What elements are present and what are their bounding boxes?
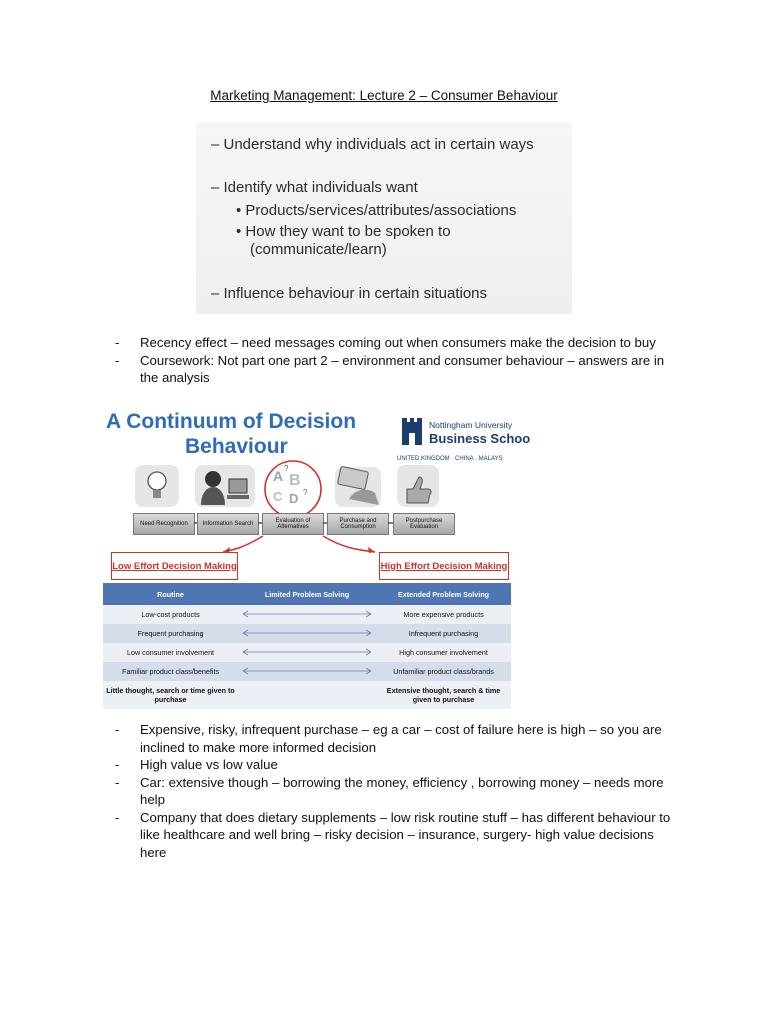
list-item: - Expensive, risky, infrequent purchase – eg a car – cost of failure here is high – so you are inclined to make more informed decision	[115, 722, 662, 755]
slide-line-4: • How they want to be spoken to	[236, 223, 451, 240]
step-need-recognition: Need Recognition	[133, 513, 195, 535]
double-arrow-icon	[239, 647, 375, 657]
slide-line-6: – Influence behaviour in certain situations	[211, 285, 488, 302]
diagram-title-line-2: Behaviour	[185, 435, 288, 458]
table-row: Low-cost products More expensive products	[103, 605, 511, 624]
table-header: Extended Problem Solving	[376, 583, 511, 605]
slide-line-5: (communicate/learn)	[250, 241, 387, 258]
notes-list-top	[112, 334, 682, 387]
double-arrow-icon	[239, 628, 375, 638]
lecture-slide-image	[196, 122, 572, 314]
step-purchase: Purchase and Consumption	[327, 513, 389, 535]
table-row: Low consumer involvement High consumer involvement	[103, 643, 511, 662]
person-at-computer-icon	[195, 465, 255, 507]
svg-text:?: ?	[303, 488, 308, 497]
step-evaluation: Evaluation of Alternatives	[262, 513, 324, 535]
step-information-search: Information Search	[197, 513, 259, 535]
decision-continuum-diagram: A Continuum of Decision Behaviour Nottingham University Business Schoo UNITED KINGDOM · CHINA · MALAYS A B C D ? ? Need Recognition Information Search Evaluation of Alternatives Purchase and Consumption Postpurchase Evaluation Low Effort Decision Making High Effort Decision Making Routine Limited Problem Solving Extended Problem Solving Low-cost products More expensive products Frequent purchasing Infrequent purchasing Low consumer involvement High consumer involvement Familiar product class/benefits Unfamiliar product class/brands Little thought, search or time given to purchase Extensive thought, search & time given to purchase	[103, 404, 517, 720]
slide-line-2: – Identify what individuals want	[211, 179, 418, 196]
thumbs-up-icon	[397, 465, 439, 507]
table-header: Limited Problem Solving	[238, 583, 376, 605]
diagram-title-line-1: A Continuum of Decision	[106, 410, 357, 433]
double-arrow-icon	[239, 666, 375, 676]
slide-line-1: – Understand why individuals act in certain ways	[211, 136, 534, 153]
double-arrow-icon	[239, 609, 375, 619]
svg-text:B: B	[289, 472, 301, 489]
svg-text:D: D	[289, 491, 299, 506]
step-postpurchase: Postpurchase Evaluation	[393, 513, 455, 535]
list-item: - Company that does dietary supplements – low risk routine stuff – has different behaviour to like healthcare and well bring – risky decision – insurance, surgery- high value decisions here	[115, 809, 671, 860]
list-item: - Recency effect – need messages coming out when consumers make the decision to buy	[115, 335, 656, 350]
comparison-table	[103, 583, 511, 709]
step-arrows	[103, 512, 517, 554]
abcd-letters-icon	[273, 464, 308, 506]
lightbulb-icon	[135, 465, 179, 507]
slide-line-3: • Products/services/attributes/associations	[236, 202, 517, 219]
list-item: - Car: extensive though – borrowing the money, efficiency , borrowing money – needs more help	[115, 774, 664, 807]
notes-list-bottom	[112, 721, 682, 861]
list-item: - High value vs low value	[115, 757, 278, 772]
svg-text:C: C	[273, 489, 283, 504]
page-title: Marketing Management: Lecture 2 – Consumer Behaviour	[210, 88, 558, 103]
table-row: Little thought, search or time given to purchase Extensive thought, search & time given to purchase	[103, 681, 511, 709]
credit-card-hand-icon	[335, 466, 381, 507]
table-row: Familiar product class/benefits Unfamiliar product class/brands	[103, 662, 511, 681]
table-row: Frequent purchasing Infrequent purchasing	[103, 624, 511, 643]
process-illustrations	[103, 459, 517, 515]
table-header: Routine	[103, 583, 238, 605]
high-effort-label: High Effort Decision Making	[379, 552, 509, 580]
list-item: - Coursework: Not part one part 2 – environment and consumer behaviour – answers are in the analysis	[115, 352, 665, 385]
low-effort-label: Low Effort Decision Making	[111, 552, 238, 580]
svg-text:?: ?	[284, 464, 289, 473]
castle-crest-icon	[401, 418, 423, 446]
svg-text:A: A	[273, 468, 284, 484]
